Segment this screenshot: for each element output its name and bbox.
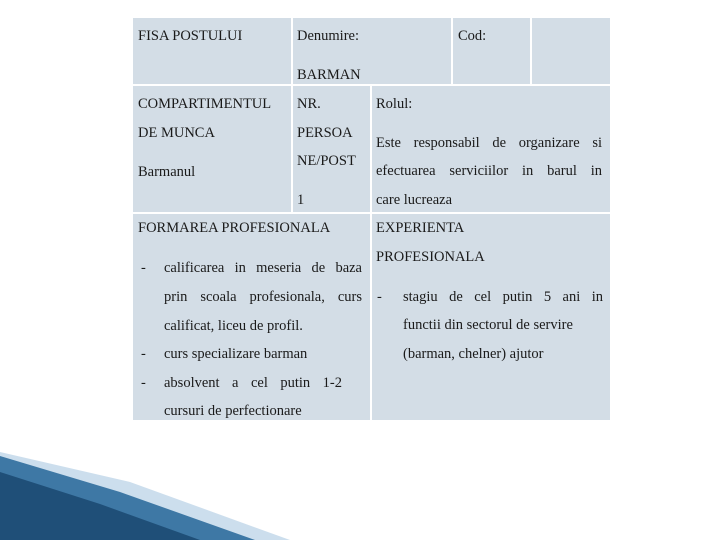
formarea-item-line: calificarea in meseria de baza [164,260,362,276]
experienta-item-line: stagiu de cel putin 5 ani in [403,289,603,305]
cod-value-cell [532,18,610,84]
nr-persoane-value: 1 [297,192,305,208]
rolul-line: efectuarea serviciilor in barul in [376,163,602,179]
denumire-label: Denumire: [297,28,360,44]
denumire-cell [293,18,451,84]
formarea-bullet: - [141,375,146,391]
nr-persoane-cell [293,86,370,212]
experienta-title-line1: EXPERIENTA [376,220,465,236]
formarea-cell [133,214,370,420]
formarea-item-line: prin scoala profesionala, curs [164,289,362,305]
rolul-cell [372,86,610,212]
fisa-postului-title: FISA POSTULUI [138,28,243,44]
experienta-item-line: functii din sectorul de servire [403,317,573,333]
rolul-line: care lucreaza [376,192,453,208]
formarea-title: FORMAREA PROFESIONALA [138,220,331,236]
cod-label: Cod: [458,28,487,44]
nr-persoane-line2: PERSOA [297,125,353,141]
experienta-item-line: (barman, chelner) ajutor [403,346,544,362]
experienta-bullet: - [377,289,382,305]
formarea-bullet: - [141,260,146,276]
formarea-bullet: - [141,346,146,362]
rolul-line: Este responsabil de organizare si [376,135,602,151]
rolul-label: Rolul: [376,96,413,112]
decorative-swoosh [0,420,720,540]
formarea-item-line: curs specializare barman [164,346,308,362]
formarea-item-line: cursuri de perfectionare [164,403,302,419]
compartiment-value: Barmanul [138,164,196,180]
experienta-cell [372,214,610,420]
fisa-postului-cell [133,18,291,84]
cod-cell [453,18,530,84]
compartiment-label-line2: DE MUNCA [138,125,215,141]
nr-persoane-line1: NR. [297,96,321,112]
nr-persoane-line3: NE/POST [297,153,356,169]
experienta-title-line2: PROFESIONALA [376,249,485,265]
denumire-value: BARMAN [297,67,361,83]
compartiment-cell [133,86,291,212]
formarea-item-line: calificat, liceu de profil. [164,318,303,334]
compartiment-label-line1: COMPARTIMENTUL [138,96,272,112]
formarea-item-line: absolvent a cel putin 1-2 [164,375,342,391]
